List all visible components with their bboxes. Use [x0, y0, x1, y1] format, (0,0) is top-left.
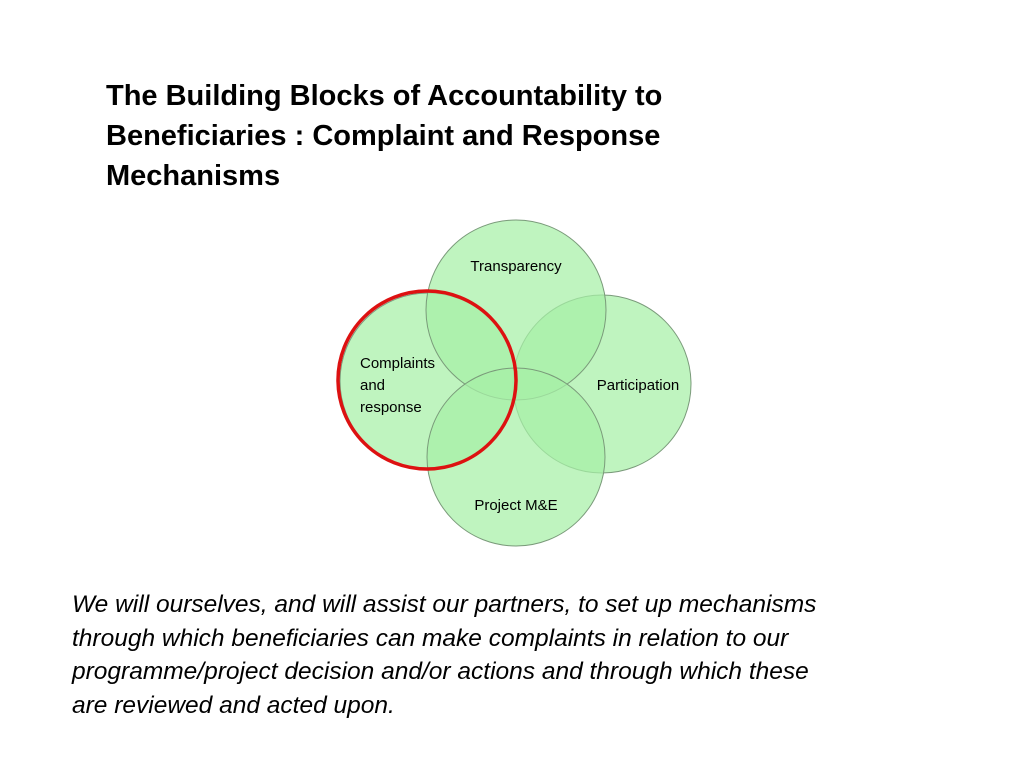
body-line-1: We will ourselves, and will assist our partners, to set up mechanisms [72, 591, 817, 618]
title-line-1: The Building Blocks of Accountability to [106, 80, 663, 112]
commitment-statement [72, 588, 972, 722]
title-line-3: Mechanisms [106, 160, 281, 192]
label-complaints-line-1: Complaints [360, 355, 436, 372]
label-project-me: Project M&E [474, 497, 558, 514]
label-transparency: Transparency [470, 258, 562, 275]
label-complaints-line-3: response [360, 399, 422, 416]
label-complaints-line-2: and [360, 377, 386, 394]
body-line-4: are reviewed and acted upon. [72, 691, 395, 719]
title-line-2: Beneficiaries : Complaint and Response [106, 120, 661, 152]
body-line-2: through which beneficiaries can make complaints in relation to our [72, 624, 789, 652]
label-participation: Participation [596, 377, 680, 394]
body-line-3: programme/project decision and/or actions and through which these [72, 658, 809, 685]
